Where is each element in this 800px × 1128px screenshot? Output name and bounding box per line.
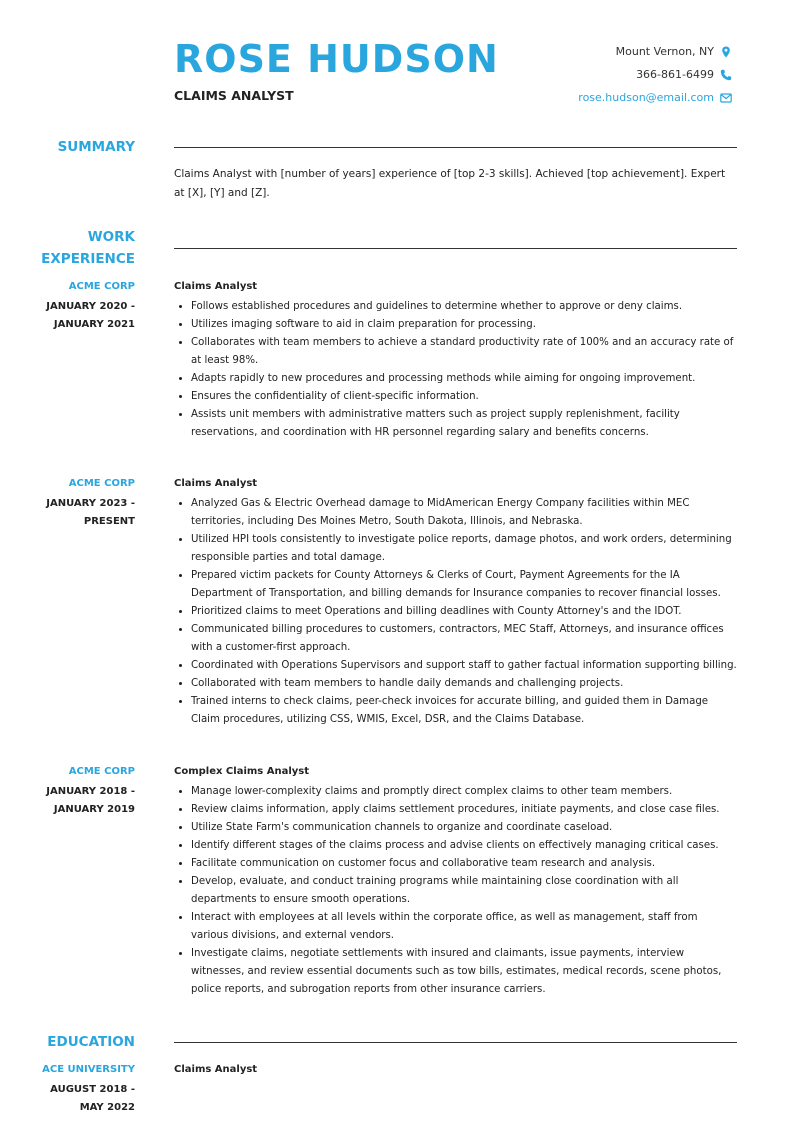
map-pin-icon: [720, 46, 732, 58]
job-bullet: • Investigate claims, negotiate settlements with insured and claimants, issue payments, interview witnesses, and review essential documents such as tow bills, estimates, medical records, scene photos, police reports, and subrogation reports from other insurance carriers.: [191, 945, 737, 999]
job-bullet: • Prioritized claims to meet Operations and billing deadlines with County Attorney's and the IDOT.: [191, 603, 737, 621]
contact-phone: [578, 63, 732, 86]
contact-location: [578, 40, 732, 63]
job-bullet: • Assists unit members with administrative matters such as project supply replenishment, facility reservations, and coordination with HR personnel regarding salary and benefits concerns.: [191, 406, 737, 442]
experience-heading-line1: WORK: [87, 229, 135, 245]
job-bullet: • Prepared victim packets for County Attorneys & Clerks of Court, Payment Agreements for the IA Department of Transportation, and billing demands for Insurance companies to recover financial losses.: [191, 567, 737, 603]
education-school: ACE UNIVERSITY: [42, 1064, 135, 1075]
education-dates-end: MAY 2022: [79, 1102, 135, 1113]
job-dates-end: PRESENT: [83, 516, 135, 527]
job-bullets: [174, 783, 737, 999]
job-bullet: • Trained interns to check claims, peer-check invoices for accurate billing, and guided them in Damage Claim procedures, utilizing CSS, WMIS, Excel, DSR, and the Claims Database.: [191, 693, 737, 729]
job-dates-start: JANUARY 2020 -: [46, 301, 135, 312]
envelope-icon: [720, 92, 732, 104]
job-dates-end: JANUARY 2019: [53, 804, 135, 815]
contact-email[interactable]: [578, 86, 732, 109]
summary-text: Claims Analyst with [number of years] experience of [top 2-3 skills]. Achieved [top achievement]. Expert at [X], [Y] and [Z].: [174, 168, 726, 199]
resume-header: [0, 0, 800, 120]
job-dates-start: JANUARY 2023 -: [46, 498, 135, 509]
job-bullet: • Analyzed Gas & Electric Overhead damage to MidAmerican Energy Company facilities within MEC territories, including Des Moines Metro, South Dakota, Illinois, and Nebraska.: [191, 495, 737, 531]
job-bullet: • Review claims information, apply claims settlement procedures, initiate payments, and close case files.: [191, 801, 737, 819]
experience-heading: [0, 226, 135, 270]
job-role: Claims Analyst: [174, 478, 258, 489]
job-bullet: • Coordinated with Operations Supervisors and support staff to gather factual information supporting billing.: [191, 657, 737, 675]
education-dates: [0, 1081, 135, 1117]
job-bullet: • Collaborates with team members to achieve a standard productivity rate of 100% and an accuracy rate of at least 98%.: [191, 334, 737, 370]
phone-icon: [720, 69, 732, 81]
job-dates-start: JANUARY 2018 -: [46, 786, 135, 797]
experience-heading-line2: EXPERIENCE: [41, 251, 135, 267]
candidate-title: CLAIMS ANALYST: [174, 88, 294, 103]
job-bullet: • Identify different stages of the claims process and advise clients on effectively managing critical cases.: [191, 837, 737, 855]
job-bullet: • Facilitate communication on customer focus and collaborative team research and analysis.: [191, 855, 737, 873]
contact-info: [578, 40, 732, 109]
job-role: Claims Analyst: [174, 281, 258, 292]
location-text: Mount Vernon, NY: [615, 45, 714, 58]
job-bullet: • Ensures the confidentiality of client-specific information.: [191, 388, 737, 406]
job-bullet: • Utilizes imaging software to aid in claim preparation for processing.: [191, 316, 737, 334]
job-bullet: • Develop, evaluate, and conduct training programs while maintaining close coordination with all departments to ensure smooth operations.: [191, 873, 737, 909]
candidate-name: ROSE HUDSON: [174, 37, 499, 81]
job-role: Complex Claims Analyst: [174, 766, 310, 777]
job-dates: [0, 783, 135, 819]
job-dates: [0, 495, 135, 531]
education-divider: [174, 1042, 737, 1043]
job-bullet: • Collaborated with team members to handle daily demands and challenging projects.: [191, 675, 737, 693]
email-link[interactable]: rose.hudson@email.com: [578, 91, 714, 104]
job-bullet: • Utilized HPI tools consistently to investigate police reports, damage photos, and work orders, determining responsible parties and total damage.: [191, 531, 737, 567]
job-bullet: • Utilize State Farm's communication channels to organize and coordinate caseload.: [191, 819, 737, 837]
experience-divider: [174, 248, 737, 249]
job-bullets: [174, 298, 737, 442]
job-bullet: • Manage lower-complexity claims and promptly direct complex claims to other team members.: [191, 783, 737, 801]
education-degree: Claims Analyst: [174, 1064, 258, 1075]
job-bullet: • Adapts rapidly to new procedures and processing methods while aiming for ongoing improvement.: [191, 370, 737, 388]
summary-heading: SUMMARY: [57, 139, 135, 155]
job-company: ACME CORP: [68, 281, 135, 292]
job-company: ACME CORP: [68, 766, 135, 777]
job-company: ACME CORP: [68, 478, 135, 489]
job-bullet: • Interact with employees at all levels within the corporate office, as well as management, staff from various divisions, and external vendors.: [191, 909, 737, 945]
job-dates: [0, 298, 135, 334]
job-bullet: • Communicated billing procedures to customers, contractors, MEC Staff, Attorneys, and insurance offices with a customer-first approach.: [191, 621, 737, 657]
job-dates-end: JANUARY 2021: [53, 319, 135, 330]
phone-text: 366-861-6499: [636, 68, 714, 81]
job-bullet: • Follows established procedures and guidelines to determine whether to approve or deny claims.: [191, 298, 737, 316]
education-dates-start: AUGUST 2018 -: [50, 1084, 135, 1095]
job-bullets: [174, 495, 737, 729]
summary-divider: [174, 147, 737, 148]
education-heading: EDUCATION: [47, 1034, 135, 1050]
